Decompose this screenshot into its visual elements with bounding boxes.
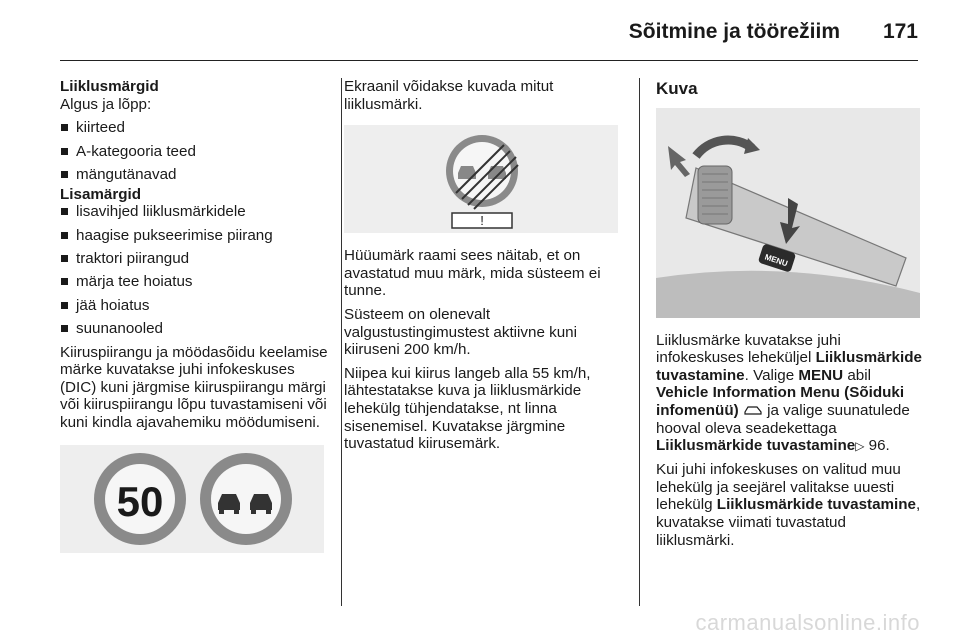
road-types-list [60,119,328,183]
last-sign-paragraph [656,461,922,549]
text-run: abil [843,366,871,384]
text-run: , kuvatakse viimati tuvastatud liiklusmärki. [656,496,921,549]
speed-limit-paragraph: Kiiruspiirangu ja möödasõidu keelamise märke kuvatakse juhi infokeskuses (DIC) kuni järgmise kiiruspiirangu märgi või kiiruspiirangu lõpu tuvastamiseni või kuni kindla ajavahemiku möödumiseni. [60,343,328,431]
section-heading-supplementary-signs: Lisamärgid [60,185,142,203]
watermark: carmanualsonline.info [695,610,920,635]
turn-signal-stalk-figure [656,108,920,318]
speed-and-overtaking-signs-figure [60,445,324,553]
adjuster-wheel [698,166,732,224]
reset-display-paragraph: Niipea kui kiirus langeb alla 55 km/h, lähtestatakse kuva ja liiklusmärkide lehekülg tühjendatakse, nt linna sisenemisel. Kuvatakse järgmine tuvastatud kiirusemärk. [344,364,591,453]
menu-page-name: Liiklusmärkide tuvastamine [716,496,916,514]
car-menu-icon [743,402,763,420]
text-run: . Valige [744,366,799,384]
menu-page-name: Liiklusmärkide tuvastamine [656,437,856,455]
supplementary-signs-list [60,203,328,338]
column-divider-1 [341,78,342,606]
list-item: suunanooled [60,320,328,338]
display-instructions-paragraph [656,332,922,456]
header-rule [60,60,918,61]
column-left [60,78,328,553]
page-number: 171 [882,20,918,43]
text-run: ja valige suunatulede hooval oleva seadekettaga [656,401,910,437]
system-active-paragraph: Süsteem on olenevalt valgustustingimustest aktiivne kuni kiiruseni 200 km/h. [344,305,577,359]
section-title-display: Kuva [656,79,698,98]
list-item: lisavihjed liiklusmärkidele [60,203,328,221]
header-title: Sõitmine ja töörežiim [628,20,840,43]
list-item: mängutänavad [60,166,328,184]
text-run: Kui juhi infokeskuses on valitud muu lehekülg ja seejärel valitakse uuesti lehekülg [656,461,901,514]
list-item: märja tee hoiatus [60,273,328,291]
end-of-overtaking-sign-figure [344,125,618,233]
page-reference-icon: ▷ [855,438,865,453]
list-item: haagise pukseerimise piirang [60,227,328,245]
menu-page-name: Liiklusmärkide tuvastamine [656,349,922,384]
text-run: Liiklusmärke kuvatakse juhi infokeskuses leheküljel [656,331,841,367]
column-divider-2 [639,78,640,606]
column-right [656,78,922,555]
list-item: kiirteed [60,119,328,137]
list-item: traktori piirangud [60,250,328,268]
page-reference: 96. [864,437,890,455]
list-item: jää hoiatus [60,297,328,315]
menu-button-name: MENU [798,366,844,384]
list-item: A-kategooria teed [60,143,328,161]
exclamation-mark: ! [480,213,484,229]
start-end-label: Algus ja lõpp: [60,95,152,113]
column-middle [344,78,626,459]
speed-sign-value: 50 [116,478,164,526]
section-heading-traffic-signs: Liiklusmärgid [60,78,159,95]
vehicle-info-menu-name: Vehicle Information Menu (Sõiduki infomenüü) [656,384,905,419]
unknown-sign-paragraph: Hüüumärk raami sees näitab, et on avastatud muu märk, mida süsteem ei tunne. [344,247,601,300]
multiple-signs-paragraph: Ekraanil võidakse kuvada mitut liiklusmärki. [344,78,554,113]
menu-button-label: MENU [763,252,789,268]
